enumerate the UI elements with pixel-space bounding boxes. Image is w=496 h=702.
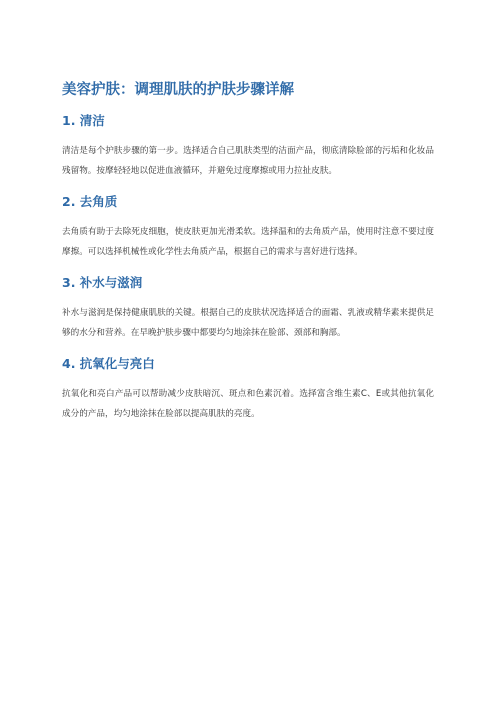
document-title: 美容护肤：调理肌肤的护肤步骤详解 (62, 82, 294, 98)
section-paragraph: 去角质有助于去除死皮细胞，使皮肤更加光滑柔软。选择温和的去角质产品，使用时注意不要过度摩擦。可以选择机械性或化学性去角质产品，根据自己的需求与喜好进行选择。 (62, 227, 434, 257)
document-content (62, 80, 434, 436)
section-paragraph: 抗氧化和亮白产品可以帮助减少皮肤暗沉、斑点和色素沉着。选择富含维生素C、E或其他抗氧化成分的产品，均匀地涂抹在脸部以提高肌肤的亮度。 (62, 389, 434, 419)
section-heading: 3. 补水与滋润 (62, 275, 143, 290)
section-hydration (62, 274, 434, 343)
section-heading: 2. 去角质 (62, 194, 118, 209)
section-paragraph: 清洁是每个护肤步骤的第一步。选择适合自己肌肤类型的洁面产品，彻底清除脸部的污垢和化妆品残留物。按摩轻轻地以促进血液循环，并避免过度摩擦或用力拉扯皮肤。 (62, 146, 434, 176)
section-heading: 1. 清洁 (62, 113, 105, 128)
section-cleansing (62, 112, 434, 181)
section-paragraph: 补水与滋润是保持健康肌肤的关键。根据自己的皮肤状况选择适合的面霜、乳液或精华素来提供足够的水分和营养。在早晚护肤步骤中都要均匀地涂抹在脸部、颈部和胸部。 (62, 308, 434, 338)
section-exfoliation (62, 193, 434, 262)
section-heading: 4. 抗氧化与亮白 (62, 356, 155, 371)
section-antioxidant-brightening (62, 355, 434, 424)
